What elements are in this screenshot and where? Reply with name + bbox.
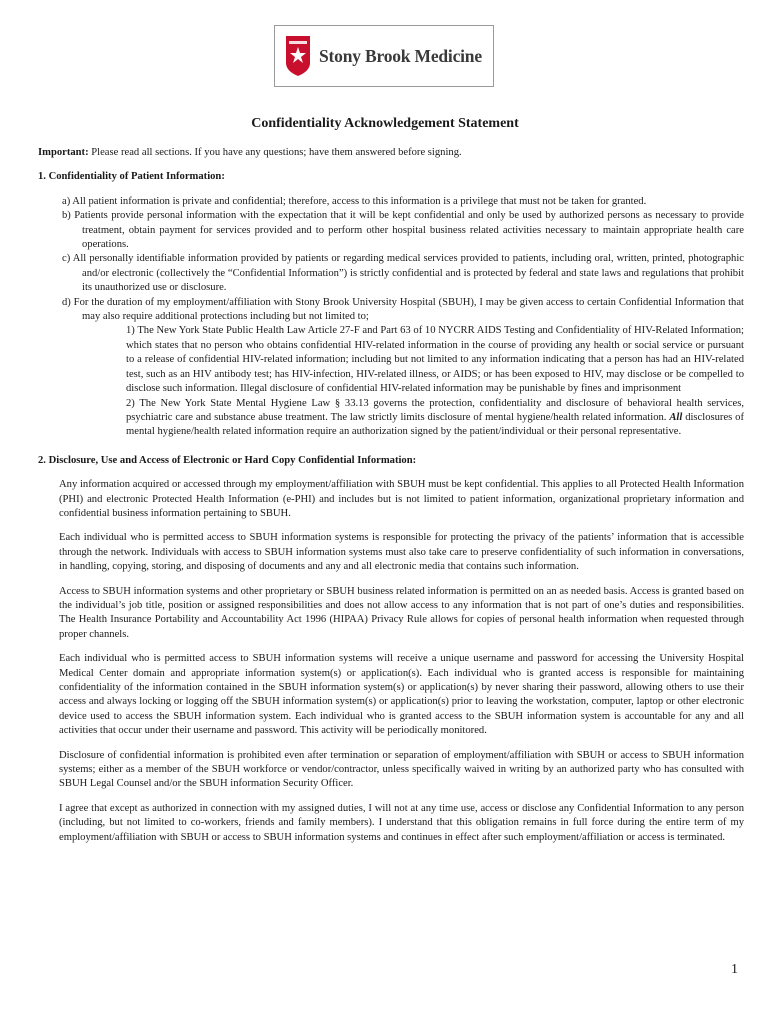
intro-text: Please read all sections. If you have any questions; have them answered before signing. bbox=[88, 147, 462, 158]
intro-label: Important: bbox=[38, 147, 89, 158]
document-title: Confidentiality Acknowledgement Statement bbox=[251, 116, 519, 131]
logo-text: Stony Brook Medicine bbox=[319, 45, 482, 66]
document-body bbox=[38, 146, 744, 855]
paragraph: Access to SBUH information systems and other proprietary or SBUH business related information is permitted on an as needed basis. Access is granted based on the individual’s job title, position or assigned responsibilities and does not allow access to any information that is not part of one’s duties and responsibilities. The Health Insurance Portability and Accountability Act 1996 (HIPAA) Privacy Rule allows for copies of personal health information when requested through proper channels. bbox=[59, 585, 744, 640]
intro-paragraph bbox=[38, 146, 744, 160]
sub-item-text: disclosures of mental hygiene/health related information require an authorization signed by the patient/individual or their personal representative. bbox=[126, 411, 744, 438]
sub-item-hiv-law: 1) The New York State Public Health Law Article 27-F and Part 63 of 10 NYCRR AIDS Testing and Confidentiality of HIV-Related Information; which states that no person who obtains confidential HIV-related information in the course of providing any health or social service or pursuant to a release of confidential HIV-related information; including but not limited to any information indicating that a person has had an HIV-related test, such as an HIV antibody test; has HIV-infection, HIV-related illness, or AIDS; or has been exposed to HIV, may disclose or be compelled to disclose such information. Illegal disclosure of confidential HIV-related information may be punishable by fines and imprisonment bbox=[126, 325, 744, 395]
paragraph: Any information acquired or accessed through my employment/affiliation with SBUH must be kept confidential. This applies to all Protected Health Information (PHI) and electronic Protected Health Information (e-PHI) and includes but is not limited to patient information, organizational proprietary information and confidential business information pertaining to SBUH. bbox=[59, 479, 744, 519]
shield-icon bbox=[285, 35, 311, 77]
section-2-heading: 2. Disclosure, Use and Access of Electronic or Hard Copy Confidential Information: bbox=[38, 454, 417, 466]
sub-item-mental-hygiene-law bbox=[62, 397, 744, 440]
sub-item-text: 2) The New York State Mental Hygiene Law § 33.13 governs the protection, confidentiality and disclosure of behavioral health services, psychiatric care and substance abuse treatment. The law strictly limits disclosure of mental hygiene/health related information. bbox=[126, 397, 744, 423]
page-number: 1 bbox=[731, 962, 738, 977]
paragraph: Each individual who is permitted access to SBUH information systems is responsible for protecting the privacy of the patients’ information that is accessible through the network. Individuals with access to SBUH information systems must also take care to preserve confidentiality of such information in conversations, in handling, copying, storing, and disposing of documents and any and all electronic media that contains such information. bbox=[59, 532, 744, 573]
list-item: d) For the duration of my employment/affiliation with Stony Brook University Hospital (SBUH), I may be given access to certain Confidential Information that may also require additional protections including but not limited to; bbox=[62, 296, 744, 323]
section-1-heading: 1. Confidentiality of Patient Information: bbox=[38, 171, 225, 183]
list-item: b) Patients provide personal information with the expectation that it will be kept confidential and only be used by authorized persons as necessary to provide treatment, obtain payment for services provided and to perform other hospital business related activities necessary to maintain appropriate health care operations. bbox=[62, 210, 744, 251]
section-1-list bbox=[38, 195, 744, 440]
list-item: c) All personally identifiable information provided by patients or regarding medical services provided to patients, including oral, written, printed, photographic and/or electronic (collectively the “Confidential Information”) is strictly confidential and is protected by federal and state laws and regulations that prohibit its unauthorized use or disclosure. bbox=[62, 253, 744, 294]
list-item: a) All patient information is private and confidential; therefore, access to this information is a privilege that must not be taken for granted. bbox=[62, 195, 647, 207]
paragraph: Each individual who is permitted access to SBUH information systems will receive a unique username and password for accessing the University Hospital Medical Center domain and appropriate information system(s) or application(s). Each individual who is granted access is responsible for maintaining confidentiality of the information contained in the SBUH information system(s) or application(s) by never sharing their password, allowing others to use their access and always locking or logging off the SBUH information system(s) or application(s) prior to leaving the workstation, computer, laptop or other electronic device used to access the SBUH information system. Each individual who is granted access to the SBUH information system is accountable for any and all activities that occur under their username and password. This activity will be periodically monitored. bbox=[59, 653, 744, 737]
emphasis-all: All bbox=[669, 411, 683, 423]
stony-brook-medicine-logo bbox=[274, 25, 494, 87]
paragraph: I agree that except as authorized in connection with my assigned duties, I will not at any time use, access or disclose any Confidential Information to any person (including, but not limited to co-workers, friends and family members). I understand that this obligation remains in full force during the entire term of my employment/affiliation with SBUH or access to SBUH information systems and continues in effect after such employment/affiliation or access is terminated. bbox=[59, 802, 744, 843]
paragraph: Disclosure of confidential information is prohibited even after termination or separation of employment/affiliation with SBUH or access to SBUH information systems; either as a member of the SBUH workforce or vendor/contractor, unless specifically waived in writing by an authorized party who has consulted with SBUH Legal Counsel and/or the SBUH information Security Officer. bbox=[59, 749, 744, 790]
